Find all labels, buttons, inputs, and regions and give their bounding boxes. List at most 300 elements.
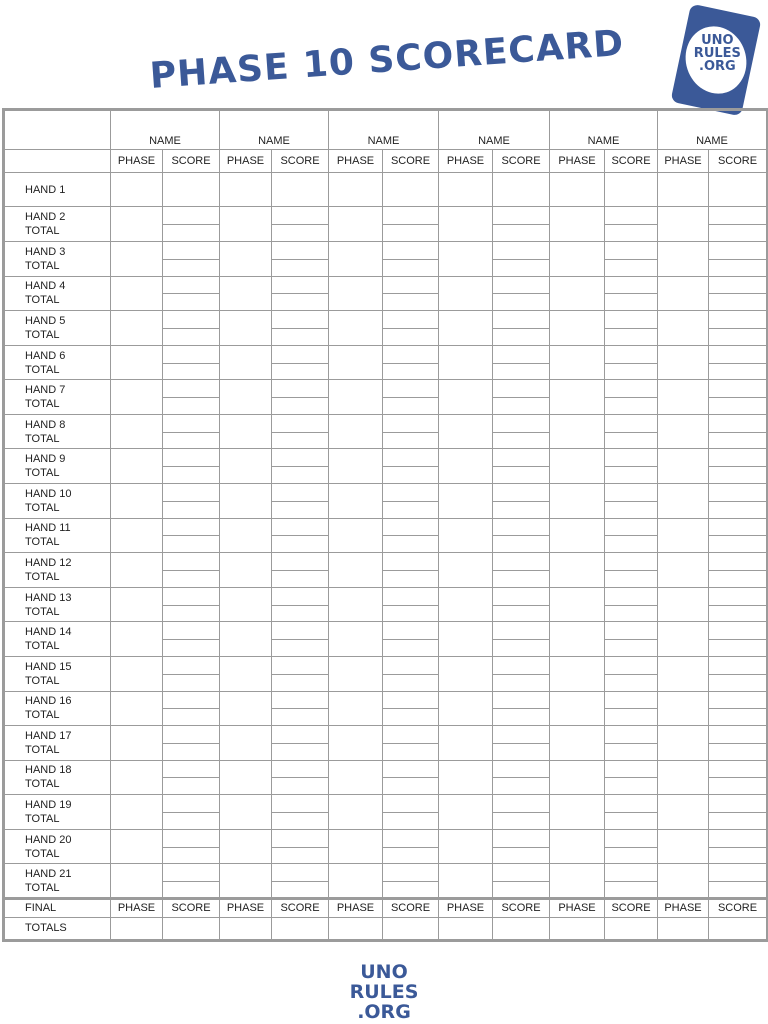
score-cell[interactable] (493, 795, 550, 830)
score-cell[interactable] (163, 553, 220, 588)
final-phase-cell[interactable] (329, 917, 383, 940)
hand-label (4, 656, 111, 691)
phase-cell[interactable] (220, 587, 272, 622)
phase-cell[interactable] (329, 311, 383, 346)
score-cell[interactable] (163, 726, 220, 761)
phase-cell[interactable] (658, 829, 709, 864)
phase-cell[interactable] (220, 518, 272, 553)
phase-cell[interactable] (439, 622, 493, 657)
phase-cell[interactable] (329, 691, 383, 726)
score-divider (383, 466, 438, 467)
score-split (605, 864, 657, 897)
score-divider (605, 293, 657, 294)
phase-cell[interactable] (111, 795, 163, 830)
score-cell[interactable] (605, 345, 658, 380)
phase-cell[interactable] (111, 691, 163, 726)
score-split (605, 277, 657, 311)
final-score-cell[interactable] (163, 917, 220, 940)
score-split (605, 207, 657, 241)
player-name-1[interactable]: NAME (111, 110, 220, 150)
phase-cell[interactable] (220, 207, 272, 242)
score-split (605, 622, 657, 656)
phase-cell[interactable] (439, 795, 493, 830)
score-divider (272, 397, 328, 398)
phase-cell[interactable] (439, 380, 493, 415)
score-cell[interactable] (163, 242, 220, 277)
phase-cell[interactable] (220, 760, 272, 795)
score-divider (383, 363, 438, 364)
phase-cell[interactable] (550, 172, 605, 207)
score-cell[interactable] (605, 414, 658, 449)
score-cell[interactable] (709, 622, 768, 657)
phase-cell[interactable] (329, 864, 383, 899)
phase-cell[interactable] (111, 414, 163, 449)
phase-cell[interactable] (550, 276, 605, 311)
score-divider (163, 363, 219, 364)
phase-cell[interactable] (220, 829, 272, 864)
final-score-header: SCORE (493, 899, 550, 918)
final-score-cell[interactable] (272, 917, 329, 940)
phase-cell[interactable] (220, 449, 272, 484)
score-cell[interactable] (605, 484, 658, 519)
phase-cell[interactable] (658, 242, 709, 277)
score-cell[interactable] (709, 864, 768, 899)
final-phase-cell[interactable] (220, 917, 272, 940)
score-cell[interactable] (272, 345, 329, 380)
score-split (493, 588, 549, 622)
phase-cell[interactable] (220, 622, 272, 657)
score-cell[interactable] (163, 172, 220, 207)
phase-cell[interactable] (439, 449, 493, 484)
phase-cell[interactable] (329, 276, 383, 311)
phase-cell[interactable] (111, 622, 163, 657)
score-cell[interactable] (605, 864, 658, 899)
phase-cell[interactable] (550, 622, 605, 657)
phase-cell[interactable] (439, 726, 493, 761)
score-cell[interactable] (383, 345, 439, 380)
score-cell[interactable] (493, 414, 550, 449)
player-name-5[interactable]: NAME (550, 110, 658, 150)
phase-cell[interactable] (220, 414, 272, 449)
phase-cell[interactable] (111, 311, 163, 346)
phase-cell[interactable] (111, 380, 163, 415)
phase-cell[interactable] (329, 726, 383, 761)
score-cell[interactable] (493, 622, 550, 657)
phase-cell[interactable] (111, 553, 163, 588)
score-cell[interactable] (605, 449, 658, 484)
score-cell[interactable] (605, 656, 658, 691)
phase-cell[interactable] (220, 656, 272, 691)
score-cell[interactable] (383, 449, 439, 484)
phase-cell[interactable] (439, 484, 493, 519)
phase-cell[interactable] (658, 345, 709, 380)
score-cell[interactable] (493, 276, 550, 311)
phase-cell[interactable] (329, 484, 383, 519)
score-cell[interactable] (272, 242, 329, 277)
phase-cell[interactable] (658, 414, 709, 449)
total-label: TOTAL (25, 813, 60, 826)
phase-cell[interactable] (111, 172, 163, 207)
phase-cell[interactable] (550, 518, 605, 553)
phase-cell[interactable] (658, 276, 709, 311)
phase-cell[interactable] (439, 276, 493, 311)
score-cell[interactable] (493, 207, 550, 242)
phase-cell[interactable] (550, 449, 605, 484)
score-cell[interactable] (383, 207, 439, 242)
score-cell[interactable] (709, 553, 768, 588)
phase-cell[interactable] (220, 276, 272, 311)
score-cell[interactable] (383, 691, 439, 726)
score-cell[interactable] (605, 553, 658, 588)
phase-cell[interactable] (550, 311, 605, 346)
phase-cell[interactable] (329, 172, 383, 207)
phase-cell[interactable] (439, 760, 493, 795)
score-cell[interactable] (272, 864, 329, 899)
score-cell[interactable] (163, 276, 220, 311)
hand-number: HAND 2 (25, 211, 66, 224)
phase-cell[interactable] (550, 795, 605, 830)
phase-cell[interactable] (439, 656, 493, 691)
phase-cell[interactable] (329, 656, 383, 691)
score-cell[interactable] (709, 484, 768, 519)
score-cell[interactable] (493, 656, 550, 691)
score-cell[interactable] (605, 795, 658, 830)
score-divider (163, 708, 219, 709)
score-cell[interactable] (272, 795, 329, 830)
score-cell[interactable] (709, 276, 768, 311)
score-cell[interactable] (272, 414, 329, 449)
score-cell[interactable] (709, 207, 768, 242)
phase-cell[interactable] (658, 553, 709, 588)
phase-cell[interactable] (220, 242, 272, 277)
player-name-3[interactable]: NAME (329, 110, 439, 150)
phase-cell[interactable] (658, 311, 709, 346)
score-cell[interactable] (493, 829, 550, 864)
score-divider (493, 570, 549, 571)
score-cell[interactable] (383, 656, 439, 691)
final-score-cell[interactable] (709, 917, 768, 940)
phase-cell[interactable] (329, 449, 383, 484)
score-cell[interactable] (605, 726, 658, 761)
score-cell[interactable] (383, 622, 439, 657)
score-cell[interactable] (709, 656, 768, 691)
phase-cell[interactable] (658, 795, 709, 830)
phase-cell[interactable] (111, 760, 163, 795)
hand-row (4, 622, 768, 657)
score-cell[interactable] (163, 656, 220, 691)
score-cell[interactable] (709, 795, 768, 830)
player-name-2[interactable]: NAME (220, 110, 329, 150)
phase-cell[interactable] (111, 345, 163, 380)
phase-cell[interactable] (550, 760, 605, 795)
phase-cell[interactable] (329, 829, 383, 864)
phase-cell[interactable] (111, 656, 163, 691)
score-cell[interactable] (383, 242, 439, 277)
phase-cell[interactable] (439, 864, 493, 899)
phase-cell[interactable] (439, 518, 493, 553)
phase-cell[interactable] (439, 587, 493, 622)
score-cell[interactable] (163, 829, 220, 864)
score-cell[interactable] (163, 760, 220, 795)
phase-cell[interactable] (329, 795, 383, 830)
phase-cell[interactable] (111, 484, 163, 519)
phase-cell[interactable] (658, 864, 709, 899)
score-cell[interactable] (383, 414, 439, 449)
phase-cell[interactable] (658, 691, 709, 726)
score-cell[interactable] (493, 380, 550, 415)
score-cell[interactable] (605, 311, 658, 346)
score-cell[interactable] (383, 380, 439, 415)
phase-cell[interactable] (550, 207, 605, 242)
score-cell[interactable] (493, 760, 550, 795)
score-cell[interactable] (163, 414, 220, 449)
score-cell[interactable] (605, 242, 658, 277)
score-cell[interactable] (493, 864, 550, 899)
score-cell[interactable] (709, 242, 768, 277)
score-cell[interactable] (163, 864, 220, 899)
phase-cell[interactable] (220, 795, 272, 830)
score-cell[interactable] (709, 414, 768, 449)
score-cell[interactable] (272, 553, 329, 588)
score-cell[interactable] (605, 207, 658, 242)
score-cell[interactable] (272, 622, 329, 657)
phase-cell[interactable] (550, 864, 605, 899)
score-cell[interactable] (493, 553, 550, 588)
final-phase-cell[interactable] (658, 917, 709, 940)
phase-cell[interactable] (439, 691, 493, 726)
player-name-6[interactable]: NAME (658, 110, 768, 150)
phase-cell[interactable] (439, 172, 493, 207)
score-divider (272, 847, 328, 848)
score-cell[interactable] (605, 518, 658, 553)
score-cell[interactable] (709, 518, 768, 553)
score-cell[interactable] (709, 380, 768, 415)
phase-cell[interactable] (111, 276, 163, 311)
phase-cell[interactable] (550, 345, 605, 380)
phase-cell[interactable] (220, 311, 272, 346)
phase-cell[interactable] (439, 242, 493, 277)
score-split (272, 726, 328, 760)
total-label: TOTAL (25, 225, 60, 238)
phase-cell[interactable] (111, 587, 163, 622)
phase-cell[interactable] (220, 345, 272, 380)
score-cell[interactable] (709, 760, 768, 795)
score-cell[interactable] (493, 587, 550, 622)
score-cell[interactable] (605, 760, 658, 795)
phase-cell[interactable] (550, 656, 605, 691)
score-cell[interactable] (272, 380, 329, 415)
score-cell[interactable] (383, 553, 439, 588)
score-cell[interactable] (605, 380, 658, 415)
phase-cell[interactable] (111, 207, 163, 242)
score-cell[interactable] (709, 345, 768, 380)
score-cell[interactable] (163, 691, 220, 726)
phase-cell[interactable] (439, 414, 493, 449)
phase-cell[interactable] (439, 345, 493, 380)
phase-cell[interactable] (550, 380, 605, 415)
score-cell[interactable] (272, 760, 329, 795)
phase-cell[interactable] (329, 207, 383, 242)
score-split (709, 692, 766, 726)
final-phase-cell[interactable] (439, 917, 493, 940)
score-cell[interactable] (272, 276, 329, 311)
phase-cell[interactable] (111, 518, 163, 553)
score-cell[interactable] (709, 449, 768, 484)
score-cell[interactable] (493, 172, 550, 207)
score-cell[interactable] (163, 518, 220, 553)
final-score-cell[interactable] (605, 917, 658, 940)
score-cell[interactable] (272, 587, 329, 622)
score-cell[interactable] (493, 484, 550, 519)
phase-cell[interactable] (329, 518, 383, 553)
score-cell[interactable] (493, 518, 550, 553)
hand-number: HAND 11 (25, 522, 71, 535)
score-cell[interactable] (163, 380, 220, 415)
phase-cell[interactable] (439, 207, 493, 242)
phase-cell[interactable] (439, 311, 493, 346)
score-divider (163, 328, 219, 329)
phase-cell[interactable] (658, 622, 709, 657)
score-cell[interactable] (493, 242, 550, 277)
phase-cell[interactable] (111, 864, 163, 899)
score-divider (272, 432, 328, 433)
player-name-4[interactable]: NAME (439, 110, 550, 150)
phase-cell[interactable] (111, 242, 163, 277)
score-cell[interactable] (605, 829, 658, 864)
phase-cell[interactable] (220, 172, 272, 207)
phase-cell[interactable] (111, 726, 163, 761)
score-cell[interactable] (493, 449, 550, 484)
score-cell[interactable] (605, 172, 658, 207)
phase-cell[interactable] (329, 622, 383, 657)
phase-cell[interactable] (658, 207, 709, 242)
score-cell[interactable] (272, 172, 329, 207)
score-cell[interactable] (272, 207, 329, 242)
phase-cell[interactable] (658, 172, 709, 207)
phase-header: PHASE (220, 149, 272, 172)
phase-cell[interactable] (111, 449, 163, 484)
score-cell[interactable] (272, 726, 329, 761)
score-divider (272, 743, 328, 744)
phase-cell[interactable] (220, 726, 272, 761)
score-cell[interactable] (493, 691, 550, 726)
score-cell[interactable] (605, 587, 658, 622)
score-cell[interactable] (383, 311, 439, 346)
score-cell[interactable] (605, 691, 658, 726)
phase-cell[interactable] (550, 726, 605, 761)
phase-cell[interactable] (220, 484, 272, 519)
score-cell[interactable] (383, 276, 439, 311)
score-cell[interactable] (272, 829, 329, 864)
phase-cell[interactable] (658, 449, 709, 484)
score-cell[interactable] (383, 587, 439, 622)
score-cell[interactable] (272, 449, 329, 484)
score-cell[interactable] (709, 587, 768, 622)
score-cell[interactable] (383, 172, 439, 207)
phase-cell[interactable] (220, 864, 272, 899)
score-cell[interactable] (163, 622, 220, 657)
score-cell[interactable] (493, 726, 550, 761)
phase-cell[interactable] (550, 587, 605, 622)
phase-cell[interactable] (658, 656, 709, 691)
score-cell[interactable] (605, 276, 658, 311)
score-cell[interactable] (605, 622, 658, 657)
phase-cell[interactable] (550, 242, 605, 277)
phase-cell[interactable] (329, 345, 383, 380)
phase-cell[interactable] (550, 414, 605, 449)
final-phase-cell[interactable] (550, 917, 605, 940)
phase-cell[interactable] (329, 760, 383, 795)
score-cell[interactable] (709, 726, 768, 761)
score-cell[interactable] (709, 172, 768, 207)
score-cell[interactable] (383, 518, 439, 553)
phase-cell[interactable] (220, 553, 272, 588)
final-score-cell[interactable] (493, 917, 550, 940)
score-cell[interactable] (163, 484, 220, 519)
phase-cell[interactable] (329, 380, 383, 415)
score-cell[interactable] (709, 829, 768, 864)
phase-cell[interactable] (550, 484, 605, 519)
score-cell[interactable] (383, 726, 439, 761)
phase-cell[interactable] (329, 414, 383, 449)
phase-cell[interactable] (658, 587, 709, 622)
score-divider (272, 605, 328, 606)
phase-cell[interactable] (439, 829, 493, 864)
phase-cell[interactable] (329, 242, 383, 277)
score-cell[interactable] (709, 311, 768, 346)
final-score-cell[interactable] (383, 917, 439, 940)
final-phase-cell[interactable] (111, 917, 163, 940)
score-cell[interactable] (163, 795, 220, 830)
phase-cell[interactable] (220, 691, 272, 726)
score-cell[interactable] (272, 311, 329, 346)
score-cell[interactable] (272, 691, 329, 726)
score-cell[interactable] (493, 311, 550, 346)
phase-cell[interactable] (550, 829, 605, 864)
score-cell[interactable] (272, 656, 329, 691)
score-divider (605, 708, 657, 709)
phase-cell[interactable] (658, 380, 709, 415)
phase-cell[interactable] (439, 553, 493, 588)
score-split (493, 553, 549, 587)
score-cell[interactable] (163, 311, 220, 346)
phase-cell[interactable] (658, 518, 709, 553)
score-cell[interactable] (272, 484, 329, 519)
phase-cell[interactable] (111, 829, 163, 864)
hand-number: HAND 13 (25, 591, 72, 604)
score-cell[interactable] (163, 207, 220, 242)
phase-cell[interactable] (329, 587, 383, 622)
score-cell[interactable] (163, 587, 220, 622)
phase-cell[interactable] (658, 484, 709, 519)
score-cell[interactable] (383, 484, 439, 519)
phase-cell[interactable] (550, 691, 605, 726)
score-cell[interactable] (272, 518, 329, 553)
phase-cell[interactable] (329, 553, 383, 588)
score-cell[interactable] (383, 760, 439, 795)
score-cell[interactable] (383, 864, 439, 899)
score-cell[interactable] (383, 795, 439, 830)
phase-cell[interactable] (658, 760, 709, 795)
score-cell[interactable] (383, 829, 439, 864)
phase-cell[interactable] (220, 380, 272, 415)
score-cell[interactable] (493, 345, 550, 380)
phase-cell[interactable] (658, 726, 709, 761)
score-cell[interactable] (163, 345, 220, 380)
phase-cell[interactable] (550, 553, 605, 588)
score-cell[interactable] (163, 449, 220, 484)
score-cell[interactable] (709, 691, 768, 726)
